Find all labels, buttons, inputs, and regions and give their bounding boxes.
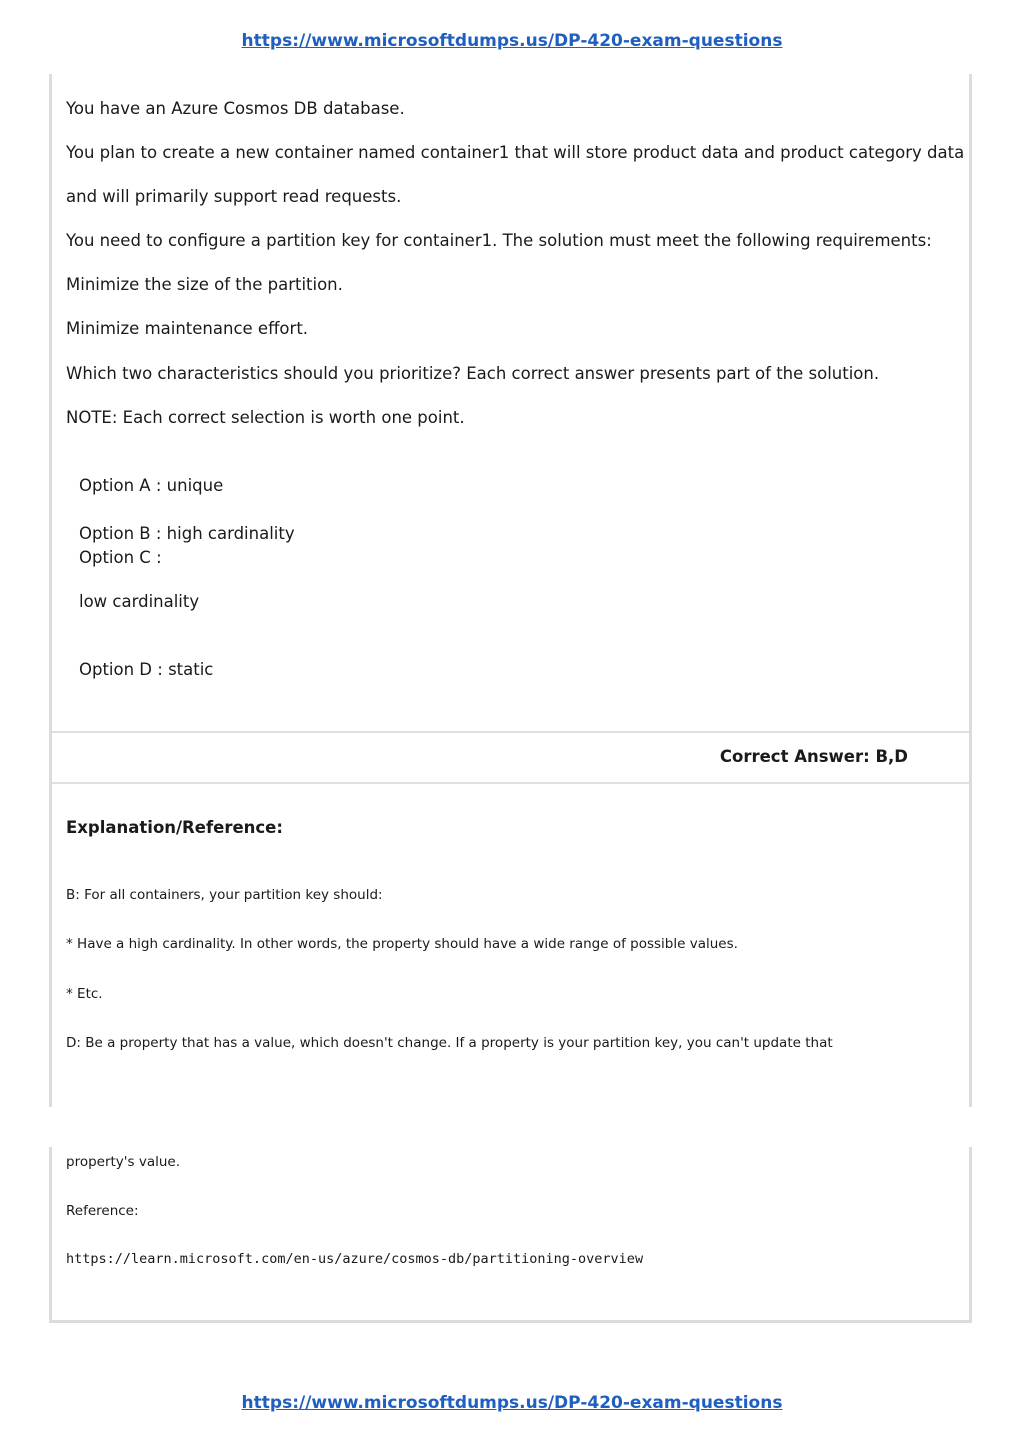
explanation-line: property's value.	[66, 1154, 180, 1170]
explanation-line: B: For all containers, your partition key should:	[66, 887, 383, 903]
option-c-value: low cardinality	[79, 592, 200, 611]
header-exam-link[interactable]: https://www.microsoftdumps.us/DP-420-exam-questions	[241, 31, 783, 51]
question-text-line: Minimize the size of the partition.	[66, 275, 343, 294]
question-text-line: Minimize maintenance effort.	[66, 319, 309, 338]
footer-exam-link[interactable]: https://www.microsoftdumps.us/DP-420-exam-questions	[241, 1393, 783, 1413]
question-text-line: You plan to create a new container named container1 that will store product data and product category data	[66, 143, 965, 162]
explanation-line: * Etc.	[66, 986, 103, 1002]
option-b[interactable]: Option B : high cardinality	[79, 524, 295, 543]
question-text-line: and will primarily support read requests.	[66, 187, 402, 206]
explanation-line: * Have a high cardinality. In other words, the property should have a wide range of possible values.	[66, 936, 738, 952]
divider	[52, 782, 969, 784]
explanation-line: D: Be a property that has a value, which doesn't change. If a property is your partition key, you can't update that	[66, 1035, 833, 1051]
reference-link[interactable]: https://learn.microsoft.com/en-us/azure/cosmos-db/partitioning-overview	[66, 1251, 644, 1267]
reference-label: Reference:	[66, 1203, 139, 1219]
explanation-title: Explanation/Reference:	[66, 818, 283, 837]
question-card-continued	[49, 1147, 972, 1323]
option-c-label[interactable]: Option C :	[79, 548, 162, 567]
question-note: NOTE: Each correct selection is worth one point.	[66, 408, 465, 427]
option-d[interactable]: Option D : static	[79, 660, 214, 679]
question-text-line: Which two characteristics should you prioritize? Each correct answer presents part of the solution.	[66, 364, 880, 383]
divider	[52, 731, 969, 733]
question-text-line: You have an Azure Cosmos DB database.	[66, 99, 405, 118]
correct-answer: Correct Answer: B,D	[719, 747, 908, 766]
option-a[interactable]: Option A : unique	[79, 476, 224, 495]
question-text-line: You need to configure a partition key for container1. The solution must meet the following requirements:	[66, 231, 932, 250]
